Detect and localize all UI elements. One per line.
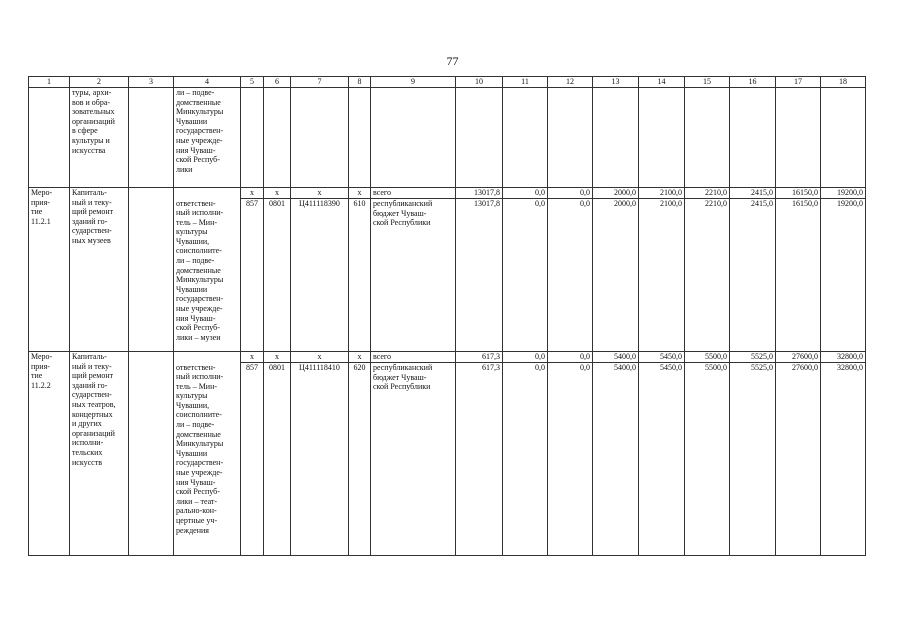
cell-empty — [129, 88, 174, 188]
value-cell: 13017,8 — [456, 188, 503, 199]
value-cell: 2000,0 — [593, 188, 639, 199]
value-cell: 0,0 — [503, 188, 548, 199]
column-number-row — [29, 77, 866, 88]
expense-type-cell: x — [349, 188, 371, 199]
value-cell: 27600,0 — [776, 363, 821, 556]
col-number: 10 — [456, 77, 503, 88]
value-cell: 5450,0 — [639, 352, 685, 363]
section-cell: x — [264, 188, 291, 199]
target-article-cell: Ц411118410 — [291, 363, 349, 556]
value-cell: 5500,0 — [685, 352, 730, 363]
col-number: 16 — [730, 77, 776, 88]
cell-empty — [129, 188, 174, 352]
value-cell: 32800,0 — [821, 363, 866, 556]
col-number: 12 — [548, 77, 593, 88]
target-article-cell: x — [291, 188, 349, 199]
measure-name-cell: Капиталь- ный и теку- щий ремонт зданий го- сударствен- ных музеев — [70, 188, 129, 352]
value-cell: 0,0 — [548, 352, 593, 363]
value-cell: 0,0 — [503, 199, 548, 352]
executor-cell: ответствен- ный исполни- тель – Мин- культуры Чувашии, соисполните- ли – подве- домственные Минкультуры Чувашии государствен- ные учрежде- ния Чуваш- ской Респуб- лики – музеи — [174, 199, 241, 352]
col-number: 7 — [291, 77, 349, 88]
col-number: 15 — [685, 77, 730, 88]
col-number: 4 — [174, 77, 241, 88]
value-cell: 16150,0 — [776, 199, 821, 352]
source-cell: республиканский бюджет Чуваш- ской Республики — [371, 199, 456, 352]
value-cell: 617,3 — [456, 363, 503, 556]
target-article-cell: Ц411118390 — [291, 199, 349, 352]
cell-empty — [349, 88, 371, 188]
value-cell: 13017,8 — [456, 199, 503, 352]
cell-empty — [174, 188, 241, 199]
cell-empty — [129, 352, 174, 556]
cell-empty — [821, 88, 866, 188]
col-number: 2 — [70, 77, 129, 88]
source-cell: республиканский бюджет Чуваш- ской Республики — [371, 363, 456, 556]
target-article-cell: x — [291, 352, 349, 363]
value-cell: 5400,0 — [593, 352, 639, 363]
measure-id-cell: Меро- прия- тие 11.2.1 — [29, 188, 70, 352]
col-number: 17 — [776, 77, 821, 88]
value-cell: 2415,0 — [730, 188, 776, 199]
value-cell: 617,3 — [456, 352, 503, 363]
measure-total-row — [29, 352, 866, 363]
value-cell: 2415,0 — [730, 199, 776, 352]
section-cell: 0801 — [264, 199, 291, 352]
col-number: 11 — [503, 77, 548, 88]
value-cell: 5450,0 — [639, 363, 685, 556]
col-number: 6 — [264, 77, 291, 88]
value-cell: 19200,0 — [821, 188, 866, 199]
continuation-row — [29, 88, 866, 188]
value-cell: 5525,0 — [730, 363, 776, 556]
continued-name-cell: туры, архи- вов и обра- зовательных организаций в сфере культуры и искусства — [70, 88, 129, 188]
cell-empty — [503, 88, 548, 188]
cell-empty — [730, 88, 776, 188]
value-cell: 27600,0 — [776, 352, 821, 363]
value-cell: 5500,0 — [685, 363, 730, 556]
col-number: 18 — [821, 77, 866, 88]
continued-executor-cell: ли – подве- домственные Минкультуры Чувашии государствен- ные учрежде- ния Чуваш- ской Респуб- лики — [174, 88, 241, 188]
col-number: 9 — [371, 77, 456, 88]
col-number: 14 — [639, 77, 685, 88]
value-cell: 2210,0 — [685, 188, 730, 199]
cell-empty — [548, 88, 593, 188]
value-cell: 16150,0 — [776, 188, 821, 199]
col-number: 13 — [593, 77, 639, 88]
measure-name-cell: Капиталь- ный и теку- щий ремонт зданий го- сударствен- ных театров, концертных и других организаций исполни- тельских искусств — [70, 352, 129, 556]
col-number: 5 — [241, 77, 264, 88]
expense-type-cell: 610 — [349, 199, 371, 352]
value-cell: 0,0 — [503, 352, 548, 363]
value-cell: 2000,0 — [593, 199, 639, 352]
value-cell: 32800,0 — [821, 352, 866, 363]
value-cell: 0,0 — [548, 199, 593, 352]
section-cell: 0801 — [264, 363, 291, 556]
grbs-cell: 857 — [241, 199, 264, 352]
value-cell: 2100,0 — [639, 188, 685, 199]
value-cell: 0,0 — [548, 188, 593, 199]
cell-empty — [291, 88, 349, 188]
page-number: 77 — [446, 54, 459, 68]
col-number: 3 — [129, 77, 174, 88]
col-number: 8 — [349, 77, 371, 88]
executor-cell: ответствен- ный исполни- тель – Мин- культуры Чувашии, соисполните- ли – подве- домственные Минкультуры Чувашии государствен- ные учрежде- ния Чуваш- ской Респуб- лики – теат- рально-кон- цертные уч- реждения — [174, 363, 241, 556]
section-cell: x — [264, 352, 291, 363]
grbs-cell: x — [241, 188, 264, 199]
expense-type-cell: x — [349, 352, 371, 363]
cell-empty — [29, 88, 70, 188]
source-cell: всего — [371, 188, 456, 199]
value-cell: 0,0 — [503, 363, 548, 556]
value-cell: 19200,0 — [821, 199, 866, 352]
value-cell: 2210,0 — [685, 199, 730, 352]
cell-empty — [264, 88, 291, 188]
cell-empty — [174, 352, 241, 363]
grbs-cell: x — [241, 352, 264, 363]
value-cell: 0,0 — [548, 363, 593, 556]
expense-type-cell: 620 — [349, 363, 371, 556]
cell-empty — [371, 88, 456, 188]
measure-id-cell: Меро- прия- тие 11.2.2 — [29, 352, 70, 556]
cell-empty — [776, 88, 821, 188]
budget-table — [28, 76, 866, 556]
value-cell: 2100,0 — [639, 199, 685, 352]
source-cell: всего — [371, 352, 456, 363]
cell-empty — [639, 88, 685, 188]
grbs-cell: 857 — [241, 363, 264, 556]
cell-empty — [685, 88, 730, 188]
value-cell: 5400,0 — [593, 363, 639, 556]
cell-empty — [593, 88, 639, 188]
value-cell: 5525,0 — [730, 352, 776, 363]
cell-empty — [456, 88, 503, 188]
cell-empty — [241, 88, 264, 188]
measure-total-row — [29, 188, 866, 199]
col-number: 1 — [29, 77, 70, 88]
